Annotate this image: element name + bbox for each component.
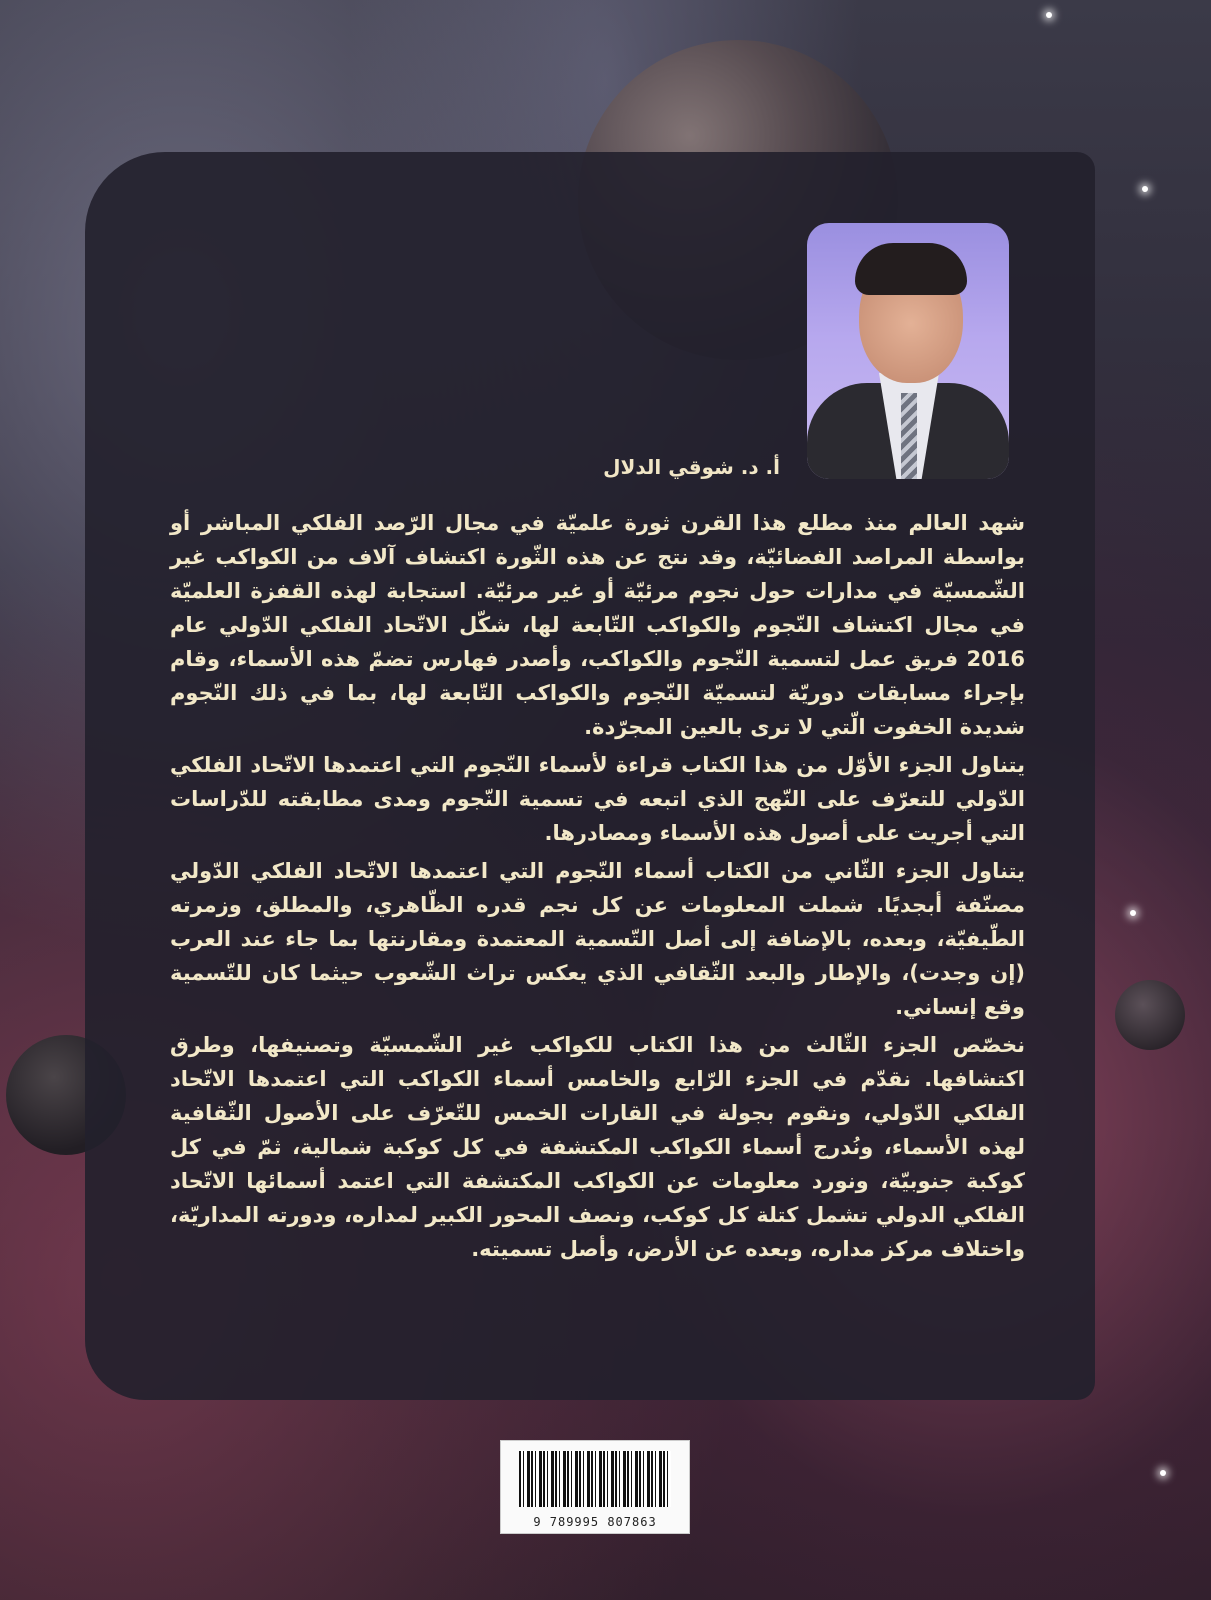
tie-shape — [901, 393, 917, 479]
isbn-number: 9 789995 807863 — [533, 1515, 657, 1529]
star-icon — [1130, 910, 1136, 916]
blurb-text — [170, 506, 1025, 1270]
paragraph: يتناول الجزء الأوّل من هذا الكتاب قراءة لأسماء النّجوم التي اعتمدها الاتّحاد الفلكي الدّولي للتعرّف على النّهج الذي اتبعه في تسمية النّجوم ومدى مطابقته للدّراسات التي أجريت على أصول هذه الأسماء ومصادرها. — [170, 753, 1025, 845]
barcode-bars — [519, 1451, 671, 1507]
star-icon — [1160, 1470, 1166, 1476]
paragraph: نخصّص الجزء الثّالث من هذا الكتاب للكواكب غير الشّمسيّة وتصنيفها، وطرق اكتشافها. نقدّم في الجزء الرّابع والخامس أسماء الكواكب التي اعتمدها الاتّحاد الفلكي الدّولي، ونقوم بجولة في القارات الخمس للتّعرّف على الأصول الثّقافية لهذه الأسماء، ونُدرج أسماء الكواكب المكتشفة في كل كوكبة شمالية، ثمّ في كل كوكبة جنوبيّة، ونورد معلومات عن الكواكب المكتشفة التي اعتمد أسمائها الاتّحاد الفلكي الدولي تشمل كتلة كل كوكب، ونصف المحور الكبير لمداره، ودورته المداريّة، واختلاف مركز مداره، وبعده عن الأرض، وأصل تسميته. — [170, 1033, 1025, 1261]
star-icon — [1046, 12, 1052, 18]
hair-shape — [855, 243, 967, 295]
star-icon — [1142, 186, 1148, 192]
paragraph: يتناول الجزء الثّاني من الكتاب أسماء النّجوم التي اعتمدها الاتّحاد الفلكي الدّولي مصنّفة أبجديًا. شملت المعلومات عن كل نجم قدره الظّاهري، والمطلق، وزمرته الطّيفيّة، وبعده، بالإضافة إلى أصل التّسمية المعتمدة ومقارنتها بما جاء عند العرب (إن وجدت)، والإطار والبعد الثّقافي الذي يعكس تراث الشّعوب حيثما كان للتّسمية وقع إنساني. — [170, 859, 1025, 1019]
author-photo — [807, 223, 1009, 479]
planet-illustration — [1115, 980, 1185, 1050]
isbn-barcode — [500, 1440, 690, 1534]
author-name: أ. د. شوقي الدلال — [603, 455, 780, 479]
paragraph: شهد العالم منذ مطلع هذا القرن ثورة علميّة في مجال الرّصد الفلكي المباشر أو بواسطة المراصد الفضائيّة، وقد نتج عن هذه الثّورة اكتشاف آلاف من الكواكب غير الشّمسيّة في مدارات حول نجوم مرئيّة أو غير مرئيّة. استجابة لهذه القفزة العلميّة في مجال اكتشاف النّجوم والكواكب التّابعة لها، شكّل الاتّحاد الفلكي الدّولي عام 2016 فريق عمل لتسمية النّجوم والكواكب، وأصدر فهارس تضمّ هذه الأسماء، وقام بإجراء مسابقات دوريّة لتسميّة النّجوم والكواكب التّابعة لها، بما في ذلك النّجوم شديدة الخفوت الّتي لا ترى بالعين المجرّدة. — [170, 511, 1025, 739]
